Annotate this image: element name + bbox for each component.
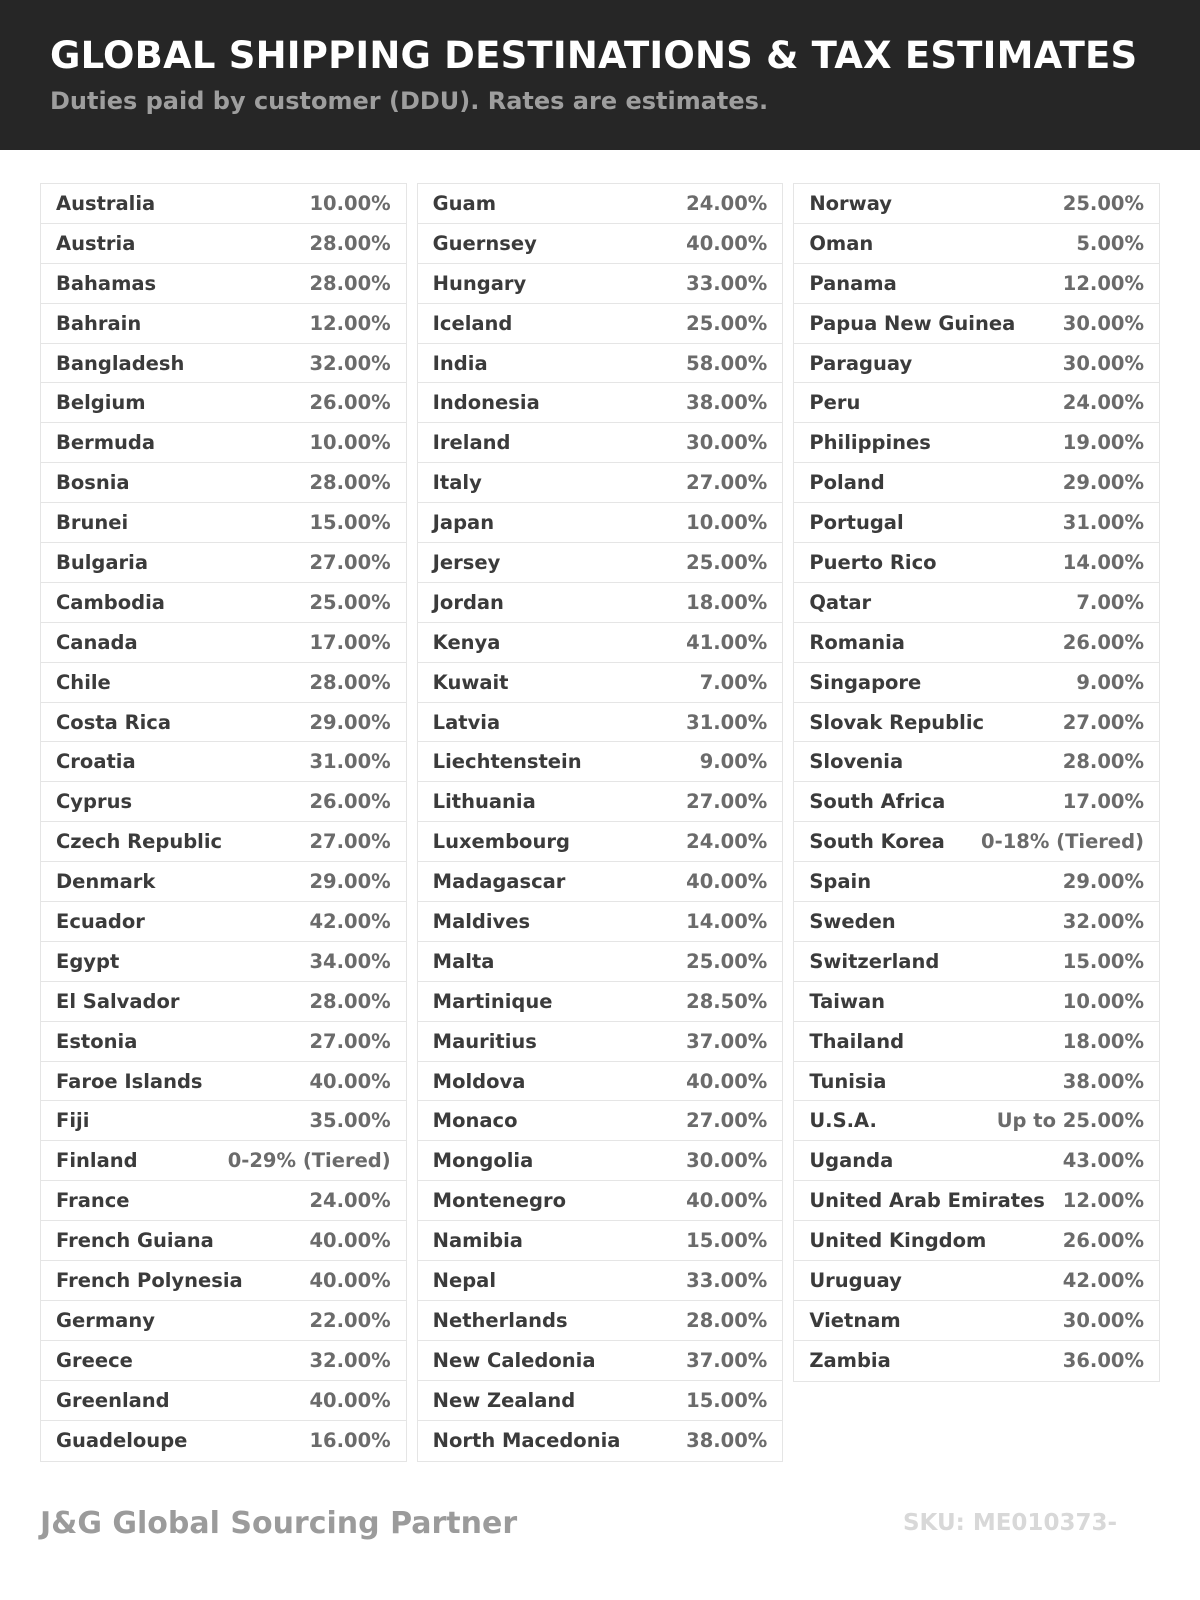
rate-value: 27.00% (1062, 710, 1145, 734)
table-row (794, 423, 1159, 463)
country-label: Denmark (56, 870, 156, 894)
country-label: Bulgaria (56, 550, 149, 574)
rate-value: 15.00% (686, 1229, 768, 1253)
country-label: Papua New Guinea (809, 311, 1016, 335)
country-label: Nepal (432, 1268, 497, 1292)
table-row (794, 822, 1159, 862)
table-row (794, 1062, 1159, 1102)
country-label: Finland (56, 1149, 138, 1173)
table-row (418, 264, 783, 304)
rate-value: 26.00% (1062, 630, 1145, 654)
country-label: Greece (56, 1348, 133, 1372)
country-label: Croatia (56, 750, 136, 774)
rate-value: 40.00% (309, 1229, 391, 1253)
table-row (794, 543, 1159, 583)
table-row (418, 304, 783, 344)
country-label: Guadeloupe (56, 1429, 188, 1453)
rate-value: 14.00% (1062, 550, 1145, 574)
rate-value: 28.00% (309, 670, 391, 694)
table-row (794, 982, 1159, 1022)
rate-value: 41.00% (686, 630, 768, 654)
rate-value: 40.00% (309, 1069, 391, 1093)
rates-table (40, 183, 1160, 1462)
table-row (418, 1421, 783, 1461)
table-row (794, 1181, 1159, 1221)
rate-value: 0-18% (Tiered) (981, 830, 1145, 854)
rate-value: 27.00% (686, 1109, 768, 1133)
table-row (418, 1381, 783, 1421)
country-label: Qatar (809, 590, 872, 614)
country-label: Chile (56, 670, 111, 694)
table-row (418, 1341, 783, 1381)
rate-value: 28.00% (1062, 750, 1145, 774)
rate-value: 15.00% (1062, 949, 1145, 973)
rate-value: 28.50% (686, 989, 768, 1013)
country-label: Bangladesh (56, 351, 185, 375)
table-row (41, 1421, 406, 1461)
rate-value: 9.00% (699, 750, 768, 774)
table-row (418, 583, 783, 623)
rate-value: 18.00% (686, 590, 768, 614)
rate-value: 37.00% (686, 1029, 768, 1053)
country-label: Austria (56, 231, 136, 255)
country-label: Oman (809, 231, 874, 255)
table-row (418, 344, 783, 384)
rate-value: 40.00% (309, 1268, 391, 1292)
country-label: Guam (432, 191, 497, 215)
country-label: Kuwait (432, 670, 509, 694)
table-row (41, 782, 406, 822)
table-row (41, 1221, 406, 1261)
sku-label: SKU: ME010373- (902, 1510, 1117, 1536)
rate-value: 24.00% (1062, 391, 1145, 415)
rate-value: 26.00% (1062, 1229, 1145, 1253)
table-row (418, 463, 783, 503)
table-row (794, 1261, 1159, 1301)
page-subtitle: Duties paid by customer (DDU). Rates are estimates. (50, 87, 769, 115)
rate-value: 34.00% (309, 949, 391, 973)
brand-footer: J&G Global Sourcing Partner (40, 1506, 518, 1541)
country-label: Moldova (432, 1069, 526, 1093)
rate-value: 10.00% (309, 431, 391, 455)
table-row (41, 463, 406, 503)
table-row (41, 1381, 406, 1421)
country-label: Monaco (432, 1109, 518, 1133)
table-row (418, 543, 783, 583)
rate-value: 27.00% (686, 790, 768, 814)
rate-value: 36.00% (1062, 1349, 1145, 1373)
country-label: South Korea (809, 830, 945, 854)
country-label: United Kingdom (809, 1229, 987, 1253)
table-row (794, 623, 1159, 663)
country-label: El Salvador (56, 989, 180, 1013)
table-row (418, 184, 783, 224)
table-row (41, 1141, 406, 1181)
table-row (794, 184, 1159, 224)
table-row (41, 663, 406, 703)
country-label: Jersey (432, 550, 501, 574)
rate-value: 14.00% (686, 909, 768, 933)
table-row (41, 1261, 406, 1301)
table-row (794, 503, 1159, 543)
country-label: French Guiana (56, 1229, 214, 1253)
table-row (418, 503, 783, 543)
country-label: Egypt (56, 949, 120, 973)
rate-value: 40.00% (686, 1189, 768, 1213)
rate-value: 27.00% (686, 471, 768, 495)
country-label: Bahamas (56, 271, 157, 295)
country-label: North Macedonia (432, 1429, 621, 1453)
country-label: Tunisia (809, 1069, 887, 1093)
table-row (41, 383, 406, 423)
rate-value: 38.00% (1062, 1069, 1145, 1093)
table-row (41, 503, 406, 543)
table-row (418, 1101, 783, 1141)
rate-value: 27.00% (309, 550, 391, 574)
rate-value: 12.00% (1062, 271, 1145, 295)
country-label: Mauritius (432, 1029, 537, 1053)
country-label: Japan (432, 511, 495, 535)
rate-value: 15.00% (309, 511, 391, 535)
rate-value: 28.00% (309, 471, 391, 495)
rate-value: 25.00% (686, 550, 768, 574)
rate-value: 0-29% (Tiered) (227, 1149, 391, 1173)
table-row (794, 742, 1159, 782)
rate-value: 28.00% (309, 989, 391, 1013)
country-label: Costa Rica (56, 710, 172, 734)
rate-value: 28.00% (309, 271, 391, 295)
country-label: France (56, 1189, 130, 1213)
country-label: Taiwan (809, 989, 886, 1013)
rate-value: 12.00% (1062, 1189, 1145, 1213)
rate-value: 10.00% (1062, 989, 1145, 1013)
country-label: Estonia (56, 1029, 138, 1053)
rate-value: 31.00% (686, 710, 768, 734)
table-row (41, 184, 406, 224)
country-label: Vietnam (809, 1308, 901, 1332)
country-label: Kenya (432, 630, 501, 654)
table-row (41, 902, 406, 942)
country-label: Norway (809, 191, 892, 215)
rate-value: 18.00% (1062, 1029, 1145, 1053)
country-label: Liechtenstein (432, 750, 582, 774)
country-label: New Zealand (432, 1388, 576, 1412)
country-label: Puerto Rico (809, 550, 937, 574)
table-row (794, 1301, 1159, 1341)
rate-value: 25.00% (309, 590, 391, 614)
table-row (41, 344, 406, 384)
country-label: India (432, 351, 488, 375)
table-row (41, 1101, 406, 1141)
table-row (794, 782, 1159, 822)
country-label: Slovenia (809, 750, 904, 774)
table-row (41, 703, 406, 743)
rate-value: 26.00% (309, 790, 391, 814)
rate-value: 35.00% (309, 1109, 391, 1133)
table-row (418, 782, 783, 822)
rate-value: 32.00% (309, 1348, 391, 1372)
table-row (418, 902, 783, 942)
rate-value: 10.00% (309, 191, 391, 215)
table-row (41, 1301, 406, 1341)
rate-value: 32.00% (1062, 909, 1145, 933)
country-label: Netherlands (432, 1308, 568, 1332)
country-label: Uganda (809, 1149, 894, 1173)
table-row (794, 1341, 1159, 1381)
country-label: Sweden (809, 909, 896, 933)
country-label: Lithuania (432, 790, 536, 814)
rate-value: 5.00% (1076, 231, 1145, 255)
table-row (794, 1221, 1159, 1261)
country-label: Belgium (56, 391, 146, 415)
rate-value: 33.00% (686, 1268, 768, 1292)
rate-value: 7.00% (1076, 590, 1145, 614)
country-label: Namibia (432, 1229, 523, 1253)
country-label: Brunei (56, 511, 129, 535)
rate-value: 9.00% (1076, 670, 1145, 694)
table-row (794, 344, 1159, 384)
table-row (794, 1022, 1159, 1062)
country-label: Portugal (809, 511, 904, 535)
table-row (794, 264, 1159, 304)
country-label: Hungary (432, 271, 527, 295)
rate-value: 17.00% (1062, 790, 1145, 814)
rate-value: 31.00% (309, 750, 391, 774)
rate-value: 25.00% (686, 949, 768, 973)
country-label: Germany (56, 1308, 155, 1332)
rate-value: 12.00% (309, 311, 391, 335)
table-row (418, 982, 783, 1022)
table-row (41, 423, 406, 463)
country-label: Bahrain (56, 311, 142, 335)
table-row (41, 304, 406, 344)
rate-value: 24.00% (309, 1189, 391, 1213)
country-label: Czech Republic (56, 830, 223, 854)
country-label: Madagascar (432, 870, 566, 894)
rate-value: 30.00% (1062, 351, 1145, 375)
country-label: Guernsey (432, 231, 537, 255)
rate-value: 43.00% (1062, 1149, 1145, 1173)
country-label: Zambia (809, 1349, 891, 1373)
country-label: Slovak Republic (809, 710, 985, 734)
table-row (41, 543, 406, 583)
rate-value: 38.00% (686, 391, 768, 415)
rate-value: 26.00% (309, 391, 391, 415)
table-row (794, 383, 1159, 423)
country-label: Iceland (432, 311, 513, 335)
country-label: Malta (432, 949, 495, 973)
country-label: Spain (809, 870, 872, 894)
table-row (41, 862, 406, 902)
country-label: Maldives (432, 909, 531, 933)
country-label: Mongolia (432, 1149, 534, 1173)
rate-value: Up to 25.00% (996, 1109, 1145, 1133)
rate-value: 58.00% (686, 351, 768, 375)
table-row (41, 224, 406, 264)
country-label: South Africa (809, 790, 946, 814)
country-label: Ecuador (56, 909, 145, 933)
rates-column-3 (793, 183, 1160, 1382)
rate-value: 29.00% (1062, 471, 1145, 495)
country-label: Panama (809, 271, 897, 295)
country-label: Switzerland (809, 949, 940, 973)
table-row (41, 1341, 406, 1381)
rate-value: 30.00% (1062, 311, 1145, 335)
table-row (794, 862, 1159, 902)
page-title: GLOBAL SHIPPING DESTINATIONS & TAX ESTIMATES (50, 34, 1138, 77)
rate-value: 42.00% (309, 909, 391, 933)
rate-value: 32.00% (309, 351, 391, 375)
country-label: Cambodia (56, 590, 165, 614)
table-row (41, 822, 406, 862)
table-row (41, 742, 406, 782)
table-row (418, 862, 783, 902)
rate-value: 28.00% (686, 1308, 768, 1332)
country-label: Bermuda (56, 431, 156, 455)
rate-value: 29.00% (309, 710, 391, 734)
country-label: Indonesia (432, 391, 540, 415)
country-label: Australia (56, 191, 156, 215)
rate-value: 19.00% (1062, 431, 1145, 455)
rate-value: 30.00% (1062, 1308, 1145, 1332)
table-row (41, 1062, 406, 1102)
country-label: Poland (809, 471, 885, 495)
rate-value: 27.00% (309, 830, 391, 854)
rate-value: 33.00% (686, 271, 768, 295)
table-row (418, 703, 783, 743)
rate-value: 15.00% (686, 1388, 768, 1412)
country-label: Latvia (432, 710, 501, 734)
rate-value: 10.00% (686, 511, 768, 535)
table-row (418, 1022, 783, 1062)
country-label: Cyprus (56, 790, 133, 814)
rate-value: 29.00% (309, 870, 391, 894)
country-label: Greenland (56, 1388, 170, 1412)
country-label: Faroe Islands (56, 1069, 203, 1093)
table-row (418, 224, 783, 264)
table-row (794, 304, 1159, 344)
country-label: French Polynesia (56, 1268, 243, 1292)
rate-value: 38.00% (686, 1429, 768, 1453)
country-label: Romania (809, 630, 905, 654)
table-row (418, 1261, 783, 1301)
table-row (794, 583, 1159, 623)
table-row (794, 703, 1159, 743)
country-label: Fiji (56, 1109, 90, 1133)
rate-value: 30.00% (686, 431, 768, 455)
header-banner (0, 0, 1200, 150)
country-label: United Arab Emirates (809, 1189, 1045, 1213)
table-row (418, 742, 783, 782)
table-row (794, 1101, 1159, 1141)
country-label: Uruguay (809, 1268, 902, 1292)
rate-value: 24.00% (686, 191, 768, 215)
country-label: Peru (809, 391, 861, 415)
rate-value: 25.00% (686, 311, 768, 335)
country-label: U.S.A. (809, 1109, 877, 1133)
table-row (794, 942, 1159, 982)
table-row (418, 1181, 783, 1221)
table-row (41, 982, 406, 1022)
table-row (41, 583, 406, 623)
country-label: Bosnia (56, 471, 130, 495)
country-label: Montenegro (432, 1189, 566, 1213)
rate-value: 28.00% (309, 231, 391, 255)
table-row (41, 942, 406, 982)
country-label: Ireland (432, 431, 511, 455)
country-label: Philippines (809, 431, 931, 455)
table-row (418, 1062, 783, 1102)
rate-value: 40.00% (686, 231, 768, 255)
country-label: Luxembourg (432, 830, 570, 854)
table-row (794, 663, 1159, 703)
country-label: Thailand (809, 1029, 905, 1053)
table-row (41, 1181, 406, 1221)
table-row (418, 1301, 783, 1341)
rate-value: 16.00% (309, 1429, 391, 1453)
rate-value: 37.00% (686, 1348, 768, 1372)
table-row (794, 1141, 1159, 1181)
country-label: Martinique (432, 989, 553, 1013)
table-row (41, 623, 406, 663)
rate-value: 22.00% (309, 1308, 391, 1332)
rate-value: 17.00% (309, 630, 391, 654)
rate-value: 42.00% (1062, 1268, 1145, 1292)
table-row (794, 463, 1159, 503)
table-row (418, 942, 783, 982)
table-row (418, 663, 783, 703)
table-row (41, 1022, 406, 1062)
table-row (418, 1141, 783, 1181)
table-row (794, 224, 1159, 264)
country-label: Canada (56, 630, 138, 654)
table-row (418, 822, 783, 862)
rate-value: 25.00% (1062, 191, 1145, 215)
country-label: Singapore (809, 670, 922, 694)
table-row (794, 902, 1159, 942)
rate-value: 40.00% (309, 1388, 391, 1412)
country-label: Jordan (432, 590, 504, 614)
country-label: New Caledonia (432, 1348, 596, 1372)
rates-column-2 (417, 183, 784, 1462)
rate-value: 27.00% (309, 1029, 391, 1053)
country-label: Paraguay (809, 351, 913, 375)
rate-value: 40.00% (686, 1069, 768, 1093)
country-label: Italy (432, 471, 482, 495)
table-row (418, 623, 783, 663)
rate-value: 31.00% (1062, 511, 1145, 535)
rates-column-1 (40, 183, 407, 1462)
table-row (41, 264, 406, 304)
table-row (418, 383, 783, 423)
rate-value: 29.00% (1062, 870, 1145, 894)
rate-value: 30.00% (686, 1149, 768, 1173)
table-row (418, 1221, 783, 1261)
rate-value: 7.00% (699, 670, 768, 694)
rate-value: 24.00% (686, 830, 768, 854)
table-row (418, 423, 783, 463)
rate-value: 40.00% (686, 870, 768, 894)
